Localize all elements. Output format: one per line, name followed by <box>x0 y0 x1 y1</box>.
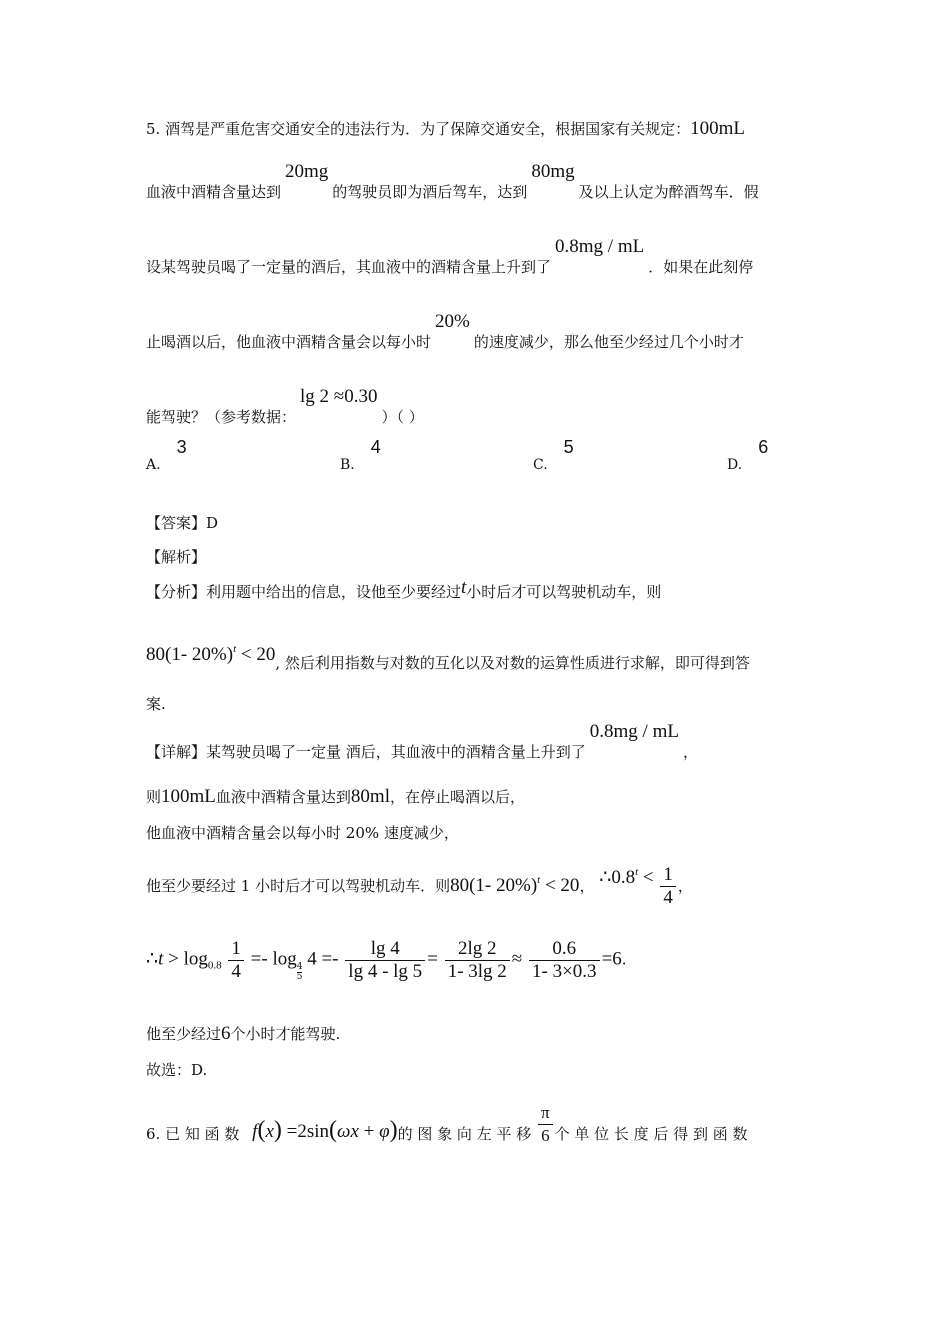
math-100ml: 100mL <box>690 118 745 139</box>
q5-line-3: 设某驾驶员喝了一定量的酒后，其血液中的酒精含量上升到了0.8mg / mL．如果在此刻停 <box>146 236 754 276</box>
math-20pct: 20% <box>435 311 470 332</box>
math-80mg: 80mg <box>531 161 575 182</box>
xiangjie-line-5: ∴t > $\log_{0.8}$ $\frac{1}{4}$ =- log $\frac{4}{5}$ 4 =- $\frac{\lg 4}{\lg 4 - \lg 5}$ = $\frac{2\lg 2}{1- 3\lg 2}$ ≈ $\frac{0.6}{1- 3\times 0.3}$ =6. <box>146 938 627 982</box>
math-20mg: 20mg <box>285 161 329 182</box>
math-inequality: 80(1- 20%)$^t$ < 20 <box>146 643 276 665</box>
q5-line-2: 血液中酒精含量达到20mg的驾驶员即为酒后驾车，达到80mg及以上认定为醉酒驾车．假 <box>146 161 759 201</box>
xiangjie-line-6: 他至少经过6个小时才能驾驶. <box>146 1023 341 1044</box>
math-lg2: lg 2 ≈0.30 <box>300 386 378 407</box>
q6-line-1: 6. 已 知 函 数 f(x) =2sin(ωx + φ)的 图 象 向 左 平 移 $\frac{\pi}{6}$ 个 单 位 长 度 后 得 到 函 数 <box>146 1103 748 1145</box>
option-c: C.5 <box>533 437 574 473</box>
xiangjie-line-7: 故选：D. <box>146 1061 208 1079</box>
option-d: D.6 <box>727 437 769 473</box>
xiangjie-line-3: 他血液中酒精含量会以每小时 20% 速度减少， <box>146 824 459 842</box>
xiangjie-line-2: 则100mL血液中酒精含量达到80ml，在停止喝酒以后， <box>146 786 525 807</box>
option-a: A.3 <box>146 437 187 473</box>
fenxi-line-3: 案. <box>146 695 166 713</box>
xiangjie-line-4: 他至少要经过 1 小时后才可以驾驶机动车．则80(1- 20%)$^t$ < 20， $\therefore 0.8^t$ < $\frac{1}{4}$ ， <box>146 864 693 908</box>
jiexi-heading: 【解析】 <box>146 548 207 566</box>
q5-line-5: 能驾驶？（参考数据：lg 2 ≈0.30）（ ） <box>146 386 424 426</box>
answer: 【答案】D <box>146 514 219 532</box>
q5-line-4: 止喝酒以后，他血液中酒精含量会以每小时20%的速度减少，那么他至少经过几个小时才 <box>146 311 744 351</box>
fenxi-line-1: 【分析】利用题中给出的信息，设他至少要经过t小时后才可以驾驶机动车，则 <box>146 577 662 601</box>
option-b: B.4 <box>340 437 381 473</box>
xiangjie-line-1: 【详解】某驾驶员喝了一定量 酒后，其血液中的酒精含量上升到了0.8mg / mL， <box>146 721 698 761</box>
q5-line-1: 5. 酒驾是严重危害交通安全的违法行为．为了保障交通安全，根据国家有关规定：100mL <box>146 118 745 139</box>
fenxi-line-2: 80(1- 20%)$^t$ < 20, 然后利用指数与对数的互化以及对数的运算性质进行求解，即可得到答 <box>146 643 750 672</box>
math-concentration: 0.8mg / mL <box>555 236 645 257</box>
